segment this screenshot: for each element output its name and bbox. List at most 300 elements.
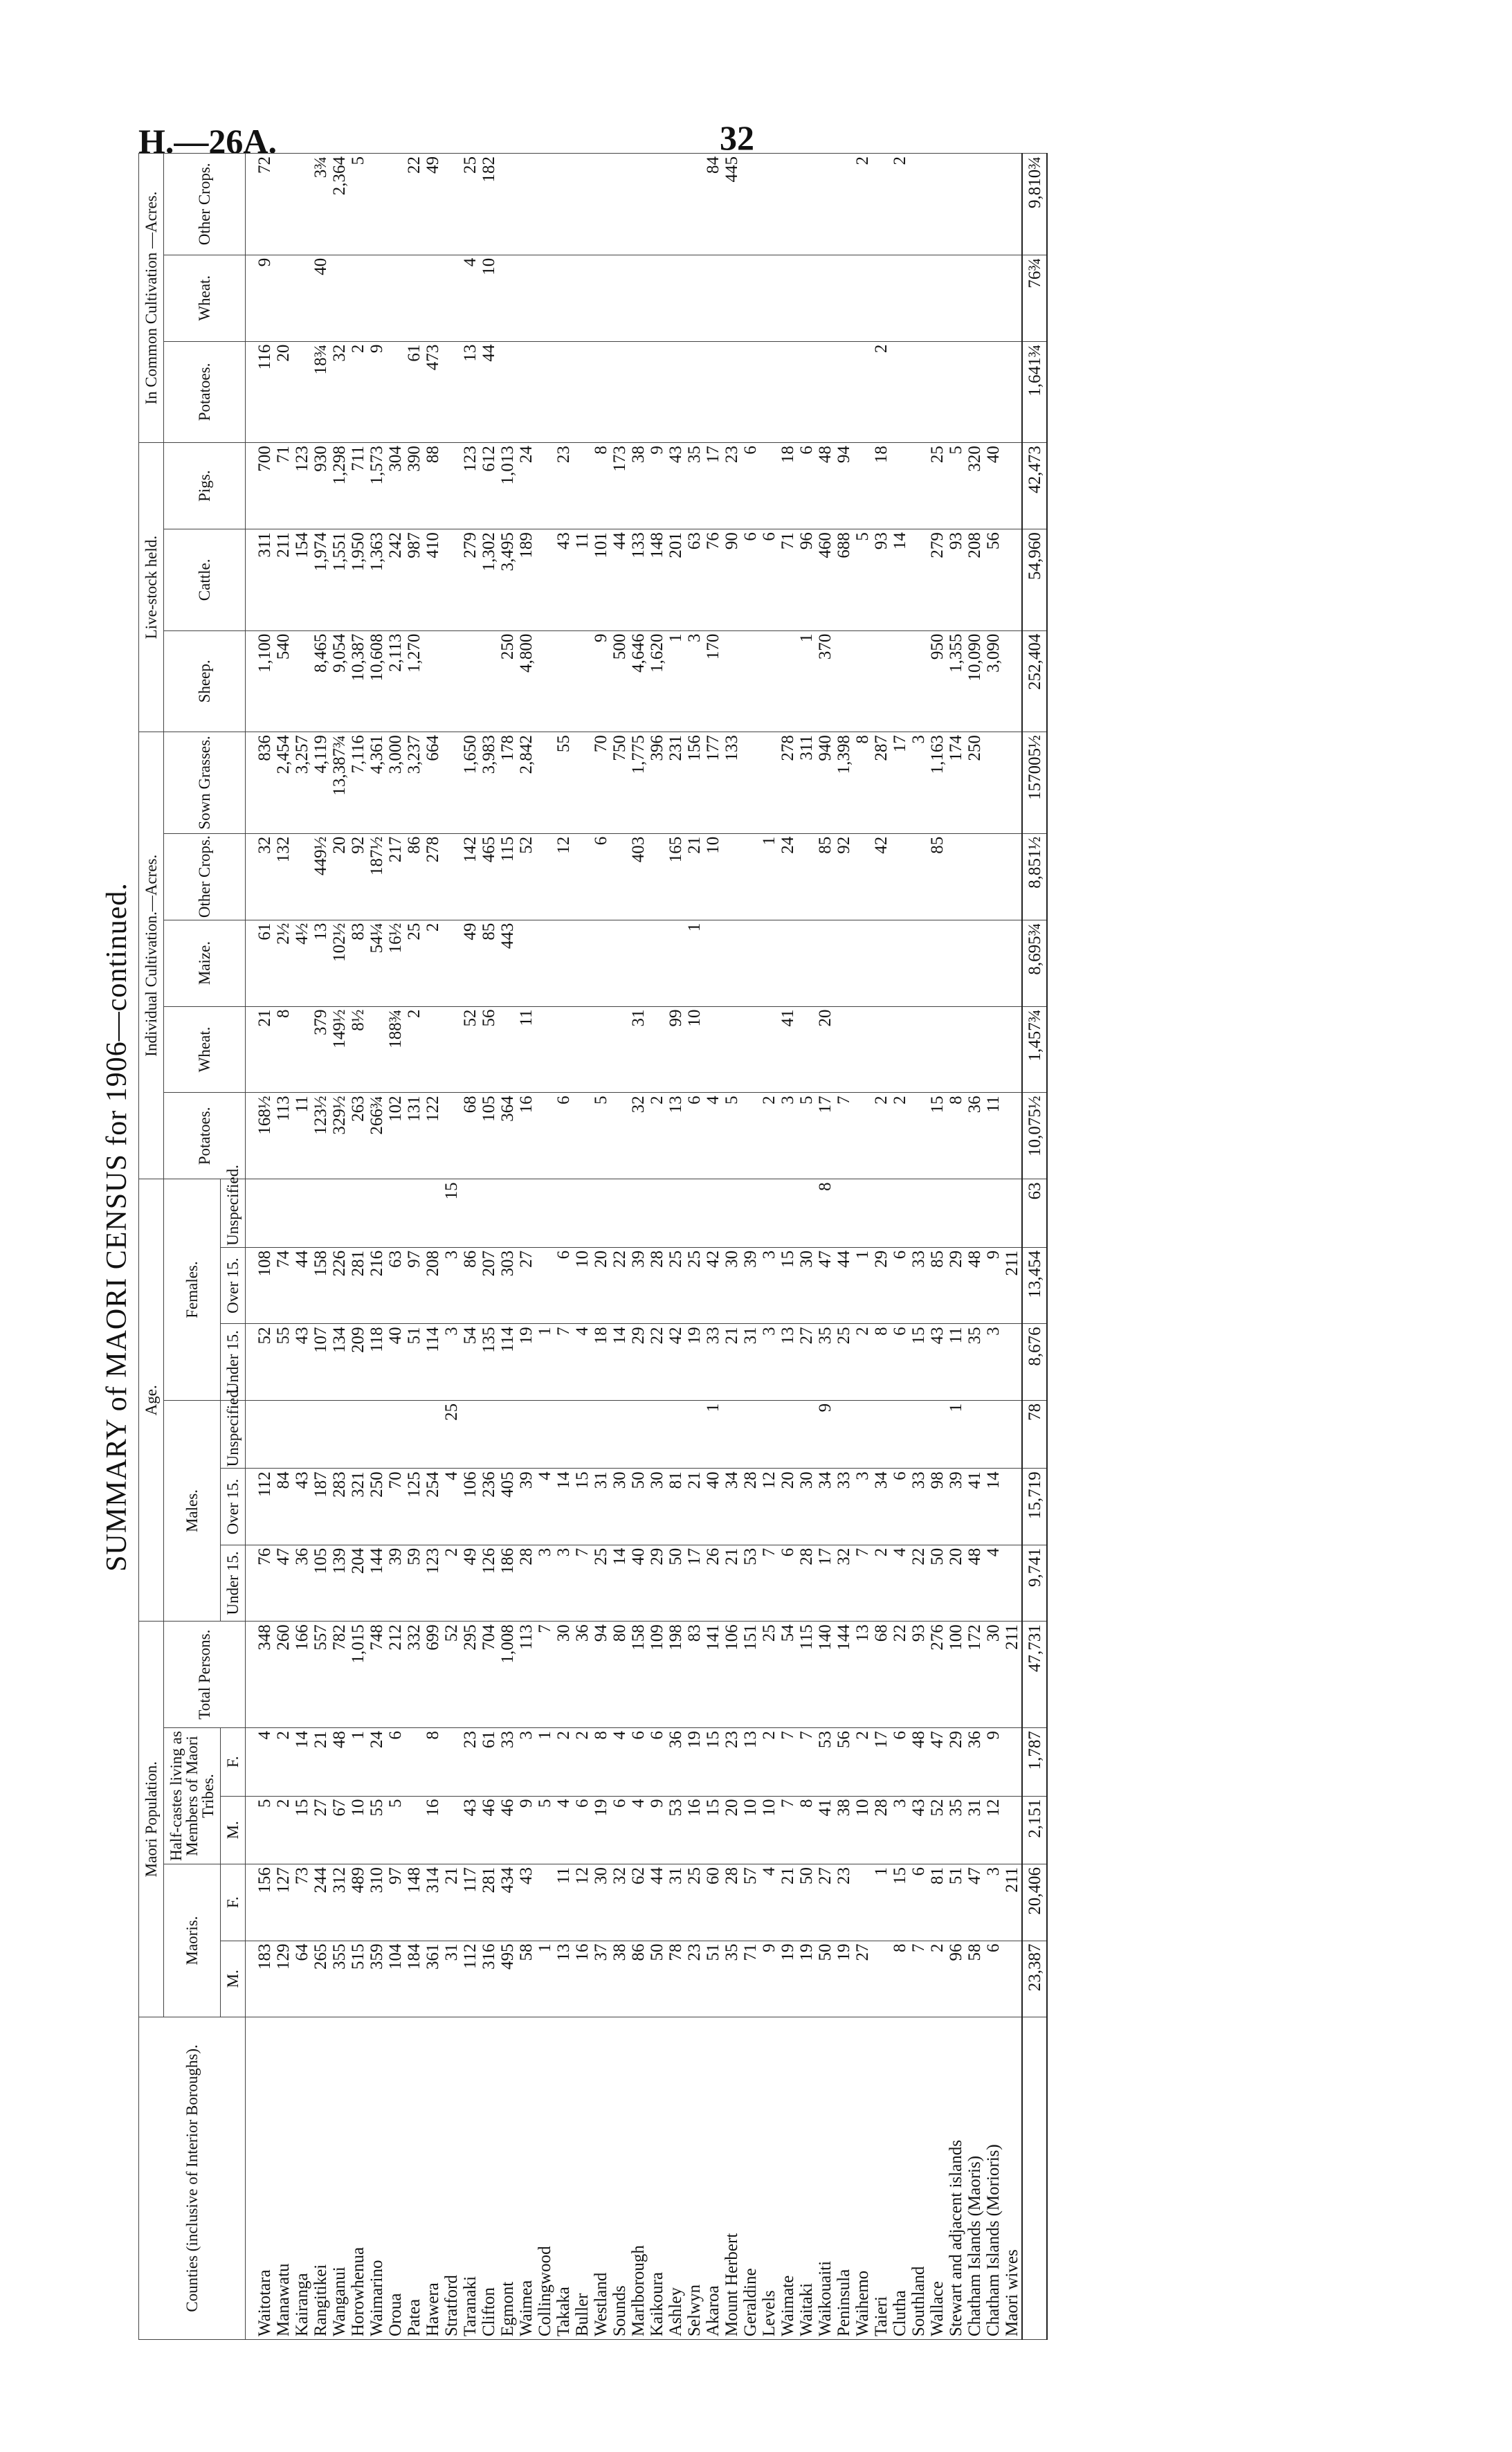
table-cell: 4 [704,1093,722,1179]
table-cell [872,154,891,255]
county-name: Geraldine [741,2017,760,2340]
table-cell: 81 [666,1469,685,1545]
table-row [498,154,517,2340]
table-cell: 133 [629,529,648,631]
table-row [330,154,349,2340]
county-name: Waimate [778,2017,797,2340]
table-cell: 4 [984,1545,1003,1621]
table-cell: 3,000 [386,732,405,834]
table-cell: 930 [311,443,330,529]
table-cell [536,833,554,920]
county-name: Kaikoura [648,2017,666,2340]
table-cell [666,341,685,443]
table-cell: 117 [461,1864,480,1941]
table-cell [797,1006,816,1093]
page-number: 32 [720,118,754,157]
table-cell: 52 [517,833,536,920]
table-cell [741,1006,760,1093]
table-cell [536,630,554,732]
table-cell: 44 [293,1247,311,1323]
table-cell: 8 [853,732,872,834]
table-cell: 44 [648,1864,666,1941]
table-cell: 10 [704,833,722,920]
county-name: Waitaki [797,2017,816,2340]
total-cell: 9,741 [1022,1545,1047,1621]
table-cell: 19 [797,1941,816,2017]
table-cell [461,630,480,732]
table-cell: 183 [246,1941,275,2017]
table-cell: 139 [330,1545,349,1621]
table-cell: 2 [274,1728,293,1796]
table-cell: 31 [442,1941,461,2017]
table-cell: 177 [704,732,722,834]
table-cell [629,1400,648,1468]
table-cell: 40 [311,255,330,341]
table-cell [872,920,891,1006]
table-row [891,154,909,2340]
table-cell: 28 [797,1545,816,1621]
table-cell: 97 [405,1247,423,1323]
table-cell: 34 [722,1469,741,1545]
total-cell: 157005½ [1022,732,1047,834]
table-cell: 355 [330,1941,349,2017]
table-cell: 58 [517,1941,536,2017]
table-cell: 704 [480,1622,498,1728]
table-cell [405,1796,423,1864]
table-cell: 1 [797,630,816,732]
total-cell: 63 [1022,1179,1047,1248]
table-cell: 184 [405,1941,423,2017]
col-group-common-cultivation: In Common Cultivation —Acres. [139,154,164,443]
table-cell [741,630,760,732]
table-cell [517,1179,536,1248]
table-cell: 17 [685,1545,704,1621]
table-cell [947,255,965,341]
table-cell [423,255,442,341]
table-cell: 6 [629,1728,648,1796]
table-cell: 1,015 [349,1622,367,1728]
table-cell [909,630,928,732]
table-cell: 43 [666,443,685,529]
table-cell: 115 [797,1622,816,1728]
table-cell [246,1179,275,1248]
table-cell [610,341,629,443]
table-cell: 244 [311,1864,330,1941]
county-name: Levels [760,2017,778,2340]
table-cell [592,1400,610,1468]
table-cell: 2 [872,341,891,443]
table-cell: 19 [685,1728,704,1796]
table-cell: 53 [666,1796,685,1864]
table-cell: 700 [246,443,275,529]
table-cell [442,255,461,341]
table-cell: 3,983 [480,732,498,834]
table-cell [891,833,909,920]
table-cell: 30 [797,1247,816,1323]
table-cell [853,920,872,1006]
table-cell: 39 [629,1247,648,1323]
table-cell: 11 [573,529,592,631]
table-cell: 109 [648,1622,666,1728]
table-cell [984,1400,1003,1468]
table-cell [293,1006,311,1093]
table-cell: 47 [965,1864,984,1941]
table-cell: 3 [891,1796,909,1864]
table-cell [386,1179,405,1248]
table-cell [704,255,722,341]
table-cell: 940 [816,732,835,834]
table-cell [246,1400,275,1468]
table-cell [517,154,536,255]
table-cell: 217 [386,833,405,920]
table-cell: 3 [760,1247,778,1323]
table-row [629,154,648,2340]
table-cell [947,833,965,920]
table-cell: 43 [554,529,573,631]
table-cell: 15 [573,1469,592,1545]
table-cell [685,255,704,341]
county-name: Clutha [891,2017,909,2340]
table-cell: 13 [741,1728,760,1796]
county-name: Chatham Islands (Maoris) [965,2017,984,2340]
table-cell [722,1400,741,1468]
table-cell: 86 [629,1941,648,2017]
table-cell [293,341,311,443]
table-cell [928,1179,947,1248]
table-cell: 5 [386,1796,405,1864]
table-cell: 699 [423,1622,442,1728]
table-cell: 31 [592,1469,610,1545]
table-cell: 178 [498,732,517,834]
table-cell: 106 [461,1469,480,1545]
census-summary-table [138,153,1048,2340]
table-cell [965,1400,984,1468]
table-cell: 9 [984,1728,1003,1796]
table-cell: 18¾ [311,341,330,443]
totals-label-cell [1022,2017,1047,2340]
table-cell: 21 [685,1469,704,1545]
table-cell: 14 [554,1469,573,1545]
table-cell: 1 [536,1324,554,1400]
table-cell: 107 [311,1324,330,1400]
table-cell: 43 [293,1324,311,1400]
county-name: Taieri [872,2017,891,2340]
table-cell: 359 [367,1941,386,2017]
table-cell [722,1006,741,1093]
table-cell: 83 [349,920,367,1006]
table-cell: 70 [386,1469,405,1545]
table-cell [741,732,760,834]
table-cell [648,341,666,443]
table-cell [648,255,666,341]
col-group-halfcastes: Half-castes living as Members of Maori Tribes. [164,1728,221,1864]
table-cell: 14 [610,1324,629,1400]
table-cell [442,1006,461,1093]
table-cell [536,1864,554,1941]
table-cell: 231 [666,732,685,834]
table-cell: 30 [722,1247,741,1323]
table-cell [554,341,573,443]
table-cell: 28 [722,1864,741,1941]
table-cell: 15 [909,1324,928,1400]
table-cell: 51 [704,1941,722,2017]
table-row [797,154,816,2340]
table-cell [498,1006,517,1093]
col-head-males-over15: Over 15. [221,1469,246,1545]
table-cell: 250 [498,630,517,732]
table-cell: 612 [480,443,498,529]
table-cell: 57 [741,1864,760,1941]
table-cell: 9 [367,341,386,443]
table-cell: 9 [648,443,666,529]
table-cell [853,341,872,443]
table-cell [947,1179,965,1248]
table-cell [872,1006,891,1093]
table-cell [554,1179,573,1248]
table-cell: 50 [648,1941,666,2017]
table-cell [704,920,722,1006]
table-cell: 211 [1003,1864,1022,1941]
table-cell: 30 [610,1469,629,1545]
table-cell: 3 [536,1545,554,1621]
table-cell [722,341,741,443]
table-cell [891,920,909,1006]
table-cell: 10 [760,1796,778,1864]
table-cell: 263 [349,1093,367,1179]
table-cell [330,255,349,341]
table-cell [853,1400,872,1468]
table-cell [517,255,536,341]
table-cell: 54 [461,1324,480,1400]
table-cell: 3 [760,1324,778,1400]
table-cell: 1,270 [405,630,423,732]
table-cell [610,255,629,341]
total-cell: 1,787 [1022,1728,1047,1796]
col-head-sown-grasses: Sown Grasses. [164,732,246,834]
table-cell: 3 [984,1864,1003,1941]
table-cell [685,1179,704,1248]
table-cell: 278 [778,732,797,834]
table-cell: 41 [778,1006,797,1093]
table-cell: 495 [498,1941,517,2017]
col-group-maoris: Maoris. [164,1864,221,2017]
table-cell [610,833,629,920]
table-row [554,154,573,2340]
table-cell: 4 [461,255,480,341]
table-cell: 2,454 [274,732,293,834]
county-name: Maori wives [1003,2017,1022,2340]
table-cell [423,1400,442,1468]
table-row [666,154,685,2340]
table-cell: 390 [405,443,423,529]
table-cell: 28 [872,1796,891,1864]
table-cell: 44 [835,1247,853,1323]
table-cell: 168½ [246,1093,275,1179]
table-cell [1003,341,1022,443]
table-cell: 29 [947,1728,965,1796]
table-cell: 151 [741,1622,760,1728]
table-cell: 8½ [349,1006,367,1093]
col-head-potatoes: Potatoes. [164,1093,246,1179]
table-cell: 3 [984,1324,1003,1400]
table-cell [1003,1728,1022,1796]
table-cell [536,1400,554,1468]
table-cell [442,1093,461,1179]
table-cell: 3¾ [311,154,330,255]
table-cell: 14 [293,1728,311,1796]
table-cell: 20 [330,833,349,920]
table-row [909,154,928,2340]
table-cell: 1,950 [349,529,367,631]
table-cell: 48 [909,1728,928,1796]
table-cell [480,1179,498,1248]
table-cell [965,154,984,255]
table-cell: 4½ [293,920,311,1006]
table-cell [573,443,592,529]
table-cell: 189 [517,529,536,631]
table-cell: 6 [797,443,816,529]
table-cell: 17 [816,1093,835,1179]
table-cell: 279 [461,529,480,631]
table-cell: 15 [891,1864,909,1941]
table-cell [947,1006,965,1093]
table-cell: 108 [246,1247,275,1323]
table-cell [965,255,984,341]
table-cell [797,920,816,1006]
table-cell: 154 [293,529,311,631]
table-cell: 10,387 [349,630,367,732]
table-cell [853,255,872,341]
table-cell [536,255,554,341]
table-cell [984,920,1003,1006]
table-cell: 9 [246,255,275,341]
county-name: Sounds [610,2017,629,2340]
table-cell: 12 [984,1796,1003,1864]
table-cell: 5 [853,529,872,631]
table-cell: 1,573 [367,443,386,529]
table-cell: 1,013 [498,443,517,529]
table-cell [648,1006,666,1093]
table-cell: 23 [722,443,741,529]
table-cell [928,255,947,341]
table-cell: 4 [760,1864,778,1941]
table-row [461,154,480,2340]
table-cell: 39 [386,1545,405,1621]
table-cell: 100 [947,1622,965,1728]
table-cell [984,1179,1003,1248]
table-cell: 1 [685,920,704,1006]
table-cell: 750 [610,732,629,834]
table-cell: 9 [984,1247,1003,1323]
table-cell: 15 [293,1796,311,1864]
county-name: Southland [909,2017,928,2340]
col-head-total-persons: Total Persons. [164,1622,246,1728]
table-cell: 35 [685,443,704,529]
table-cell: 20 [592,1247,610,1323]
table-cell: 9 [517,1796,536,1864]
table-cell: 88 [423,443,442,529]
table-cell: 30 [984,1622,1003,1728]
table-cell: 113 [517,1622,536,1728]
table-cell: 8 [592,443,610,529]
table-cell: 6 [648,1728,666,1796]
table-cell: 1,620 [648,630,666,732]
table-cell [554,630,573,732]
table-cell: 3 [778,1093,797,1179]
table-cell [573,255,592,341]
table-cell: 2,842 [517,732,536,834]
table-row [778,154,797,2340]
table-cell [853,1864,872,1941]
table-cell: 92 [835,833,853,920]
table-cell: 20 [947,1545,965,1621]
table-cell [405,1400,423,1468]
table-cell: 987 [405,529,423,631]
col-head-sheep: Sheep. [164,630,246,732]
table-cell: 170 [704,630,722,732]
table-cell: 434 [498,1864,517,1941]
table-cell [274,1179,293,1248]
table-cell: 115 [498,833,517,920]
table-cell: 36 [293,1545,311,1621]
table-cell [592,1006,610,1093]
table-cell: 54¼ [367,920,386,1006]
table-cell [480,630,498,732]
table-cell: 56 [984,529,1003,631]
table-cell: 52 [461,1006,480,1093]
table-cell: 33 [498,1728,517,1796]
table-cell: 41 [965,1469,984,1545]
table-cell [405,255,423,341]
table-cell: 276 [928,1622,947,1728]
table-cell: 149½ [330,1006,349,1093]
table-cell [778,1400,797,1468]
table-cell [442,1796,461,1864]
table-cell: 134 [330,1324,349,1400]
table-cell: 18 [778,443,797,529]
table-cell: 13 [666,1093,685,1179]
table-cell: 4 [629,1796,648,1864]
table-cell [367,255,386,341]
table-cell [573,1179,592,1248]
table-cell: 10 [685,1006,704,1093]
table-cell [891,630,909,732]
table-cell: 2 [853,1728,872,1796]
table-cell: 22 [909,1545,928,1621]
table-cell: 123 [461,443,480,529]
table-cell: 76 [704,529,722,631]
table-cell [909,255,928,341]
table-cell: 6 [685,1093,704,1179]
table-cell: 312 [330,1864,349,1941]
table-cell [797,833,816,920]
table-cell: 242 [386,529,405,631]
table-cell: 540 [274,630,293,732]
table-cell: 1,302 [480,529,498,631]
table-cell: 13 [554,1941,573,2017]
table-cell [442,529,461,631]
table-cell: 2 [405,1006,423,1093]
table-cell: 172 [965,1622,984,1728]
table-cell: 1 [536,1941,554,2017]
county-name: Marlborough [629,2017,648,2340]
table-cell: 74 [274,1247,293,1323]
table-cell: 70 [592,732,610,834]
table-cell: 34 [872,1469,891,1545]
table-cell: 12 [573,1864,592,1941]
table-cell: 1,008 [498,1622,517,1728]
table-cell: 2,113 [386,630,405,732]
